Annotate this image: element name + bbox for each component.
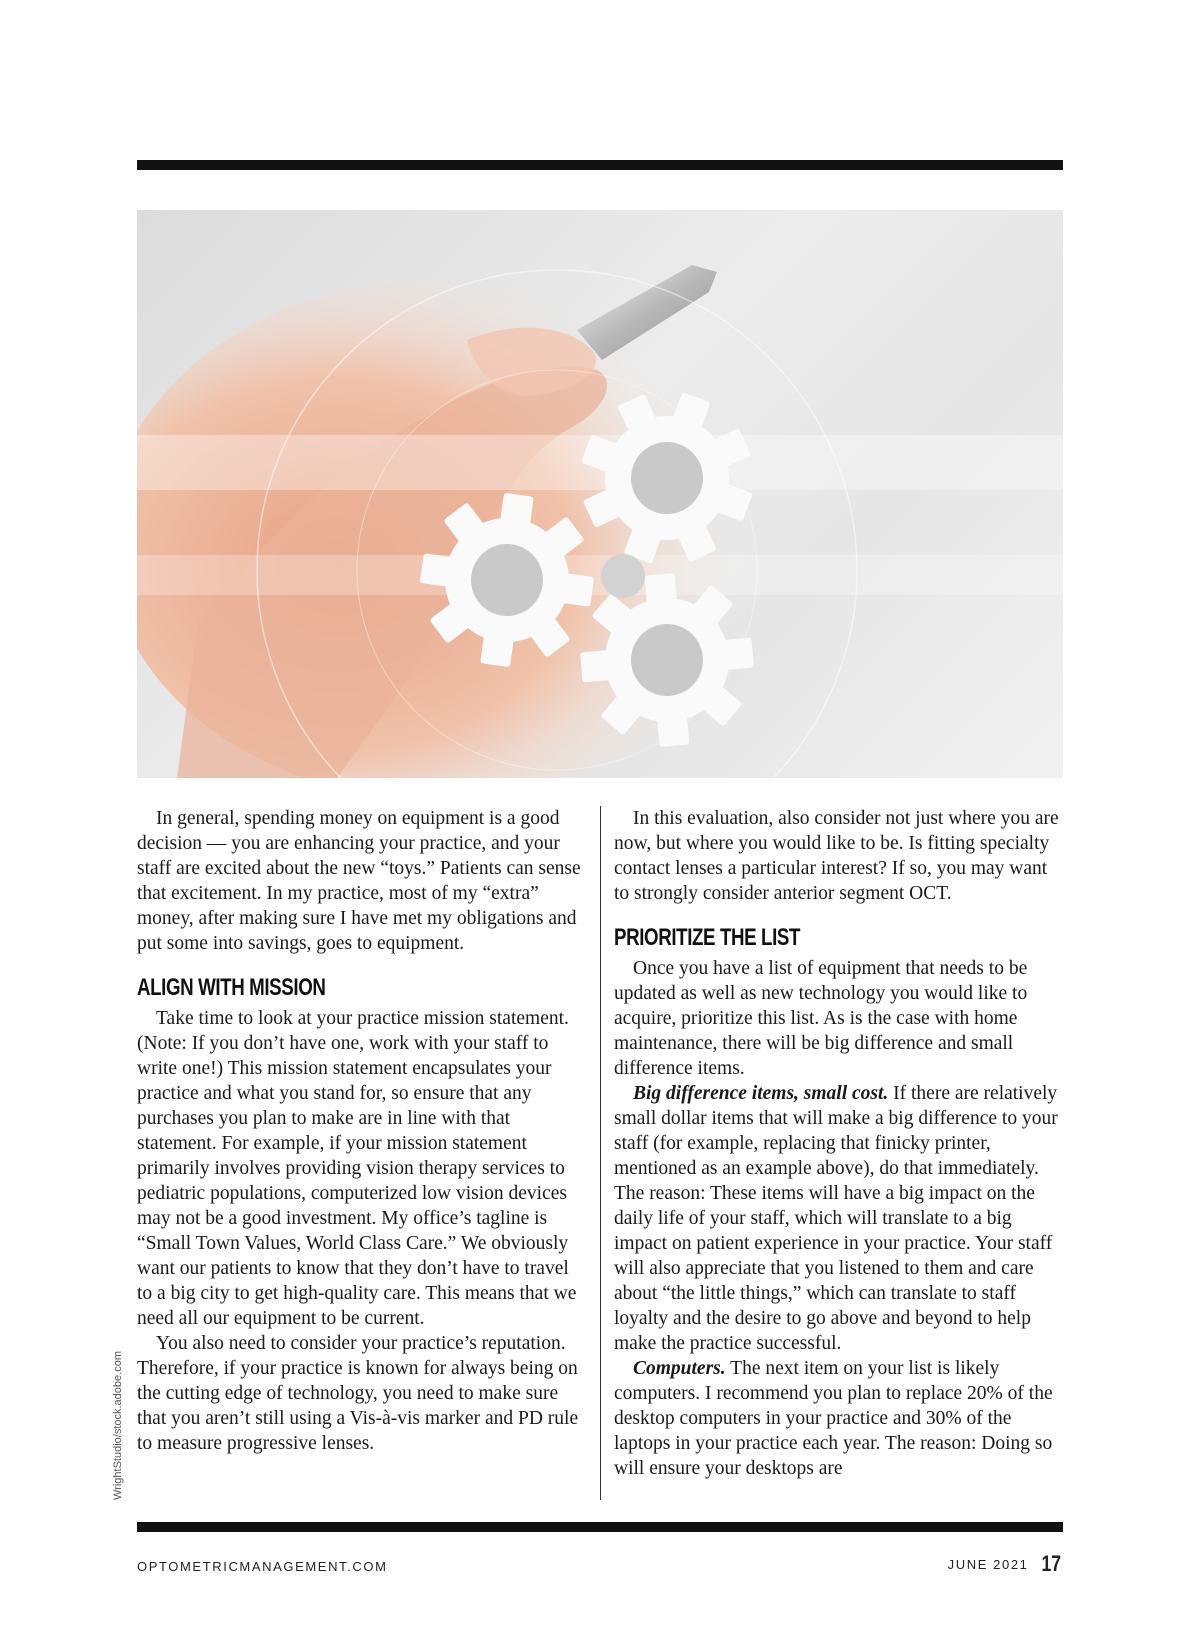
paragraph [614, 1081, 1064, 1356]
paragraph: Once you have a list of equipment that needs to be updated as well as new technology you would like to acquire, prioritize this list. As is the case with home maintenance, there will be big difference and small difference items. [614, 958, 1028, 1079]
paragraph: Take time to look at your practice mission statement. (Note: If you don’t have one, work with your staff to write one!) This mission statement encapsulates your practice and what you stand for, so ensure that any purchases you plan to make are in line with that statement. For example, if your mission statement primarily involves providing vision therapy services to pediatric populations, computerized low vision devices may not be a good investment. My office’s tagline is “Small Town Values, World Class Care.” We obviously want our patients to know that they don’t have to travel to a big city to get high-quality care. This means that we need all our equipment to be current. [137, 1008, 577, 1329]
footer-issue-page [948, 1551, 1063, 1577]
paragraph-body: If there are relatively small dollar items that will make a big difference to your staff (for example, replacing that finicky printer, mentioned as an example above), do that immediately. The reason: These items will have a big impact on the daily life of your staff, which will translate to a big impact on patient experience in your practice. Your staff will also appreciate that you listened to them and care about “the little things,” which can translate to staff loyalty and the desire to go above and beyond to help make the practice successful. [614, 1083, 1058, 1354]
paragraph-body: The next item on your list is likely computers. I recommend you plan to replace 20% of the desktop computers in your practice and 30% of the laptops in your practice each year. The reason: Doing so will ensure your desktops are [614, 1358, 1053, 1479]
right-column [614, 806, 1064, 1481]
section-heading-prioritize-the-list: PRIORITIZE THE LIST [614, 924, 801, 951]
paragraph [614, 1356, 1064, 1481]
bottom-rule [137, 1522, 1063, 1532]
photo-credit: WrightStudio/stock.adobe.com [112, 1351, 124, 1500]
top-rule [137, 160, 1063, 170]
paragraph: In general, spending money on equipment is a good decision — you are enhancing your practice, and your staff are excited about the new “toys.” Patients can sense that excitement. In my practice, most of my “extra” money, after making sure I have met my obligations and put some into savings, goes to equipment. [137, 808, 581, 954]
page-number: 17 [1040, 1551, 1061, 1576]
paragraph: You also need to consider your practice’s reputation. Therefore, if your practice is known for always being on the cutting edge of technology, you need to make sure that you aren’t still using a Vis-à-vis marker and PD rule to measure progressive lenses. [137, 1333, 579, 1454]
column-divider [600, 806, 601, 1500]
run-in-heading: Big difference items, small cost. [633, 1083, 889, 1104]
section-heading-align-with-mission: ALIGN WITH MISSION [137, 974, 326, 1001]
paragraph: In this evaluation, also consider not just where you are now, but where you would like to be. Is fitting specialty contact lenses a particular interest? If so, you may want to strongly consider anterior segment OCT. [614, 808, 1059, 904]
run-in-heading: Computers. [633, 1358, 726, 1379]
gears-icon [137, 210, 1063, 778]
left-column [137, 806, 587, 1456]
footer-issue: JUNE 2021 [947, 1557, 1029, 1572]
footer-site: OPTOMETRICMANAGEMENT.COM [137, 1559, 388, 1574]
hero-image [137, 210, 1063, 778]
